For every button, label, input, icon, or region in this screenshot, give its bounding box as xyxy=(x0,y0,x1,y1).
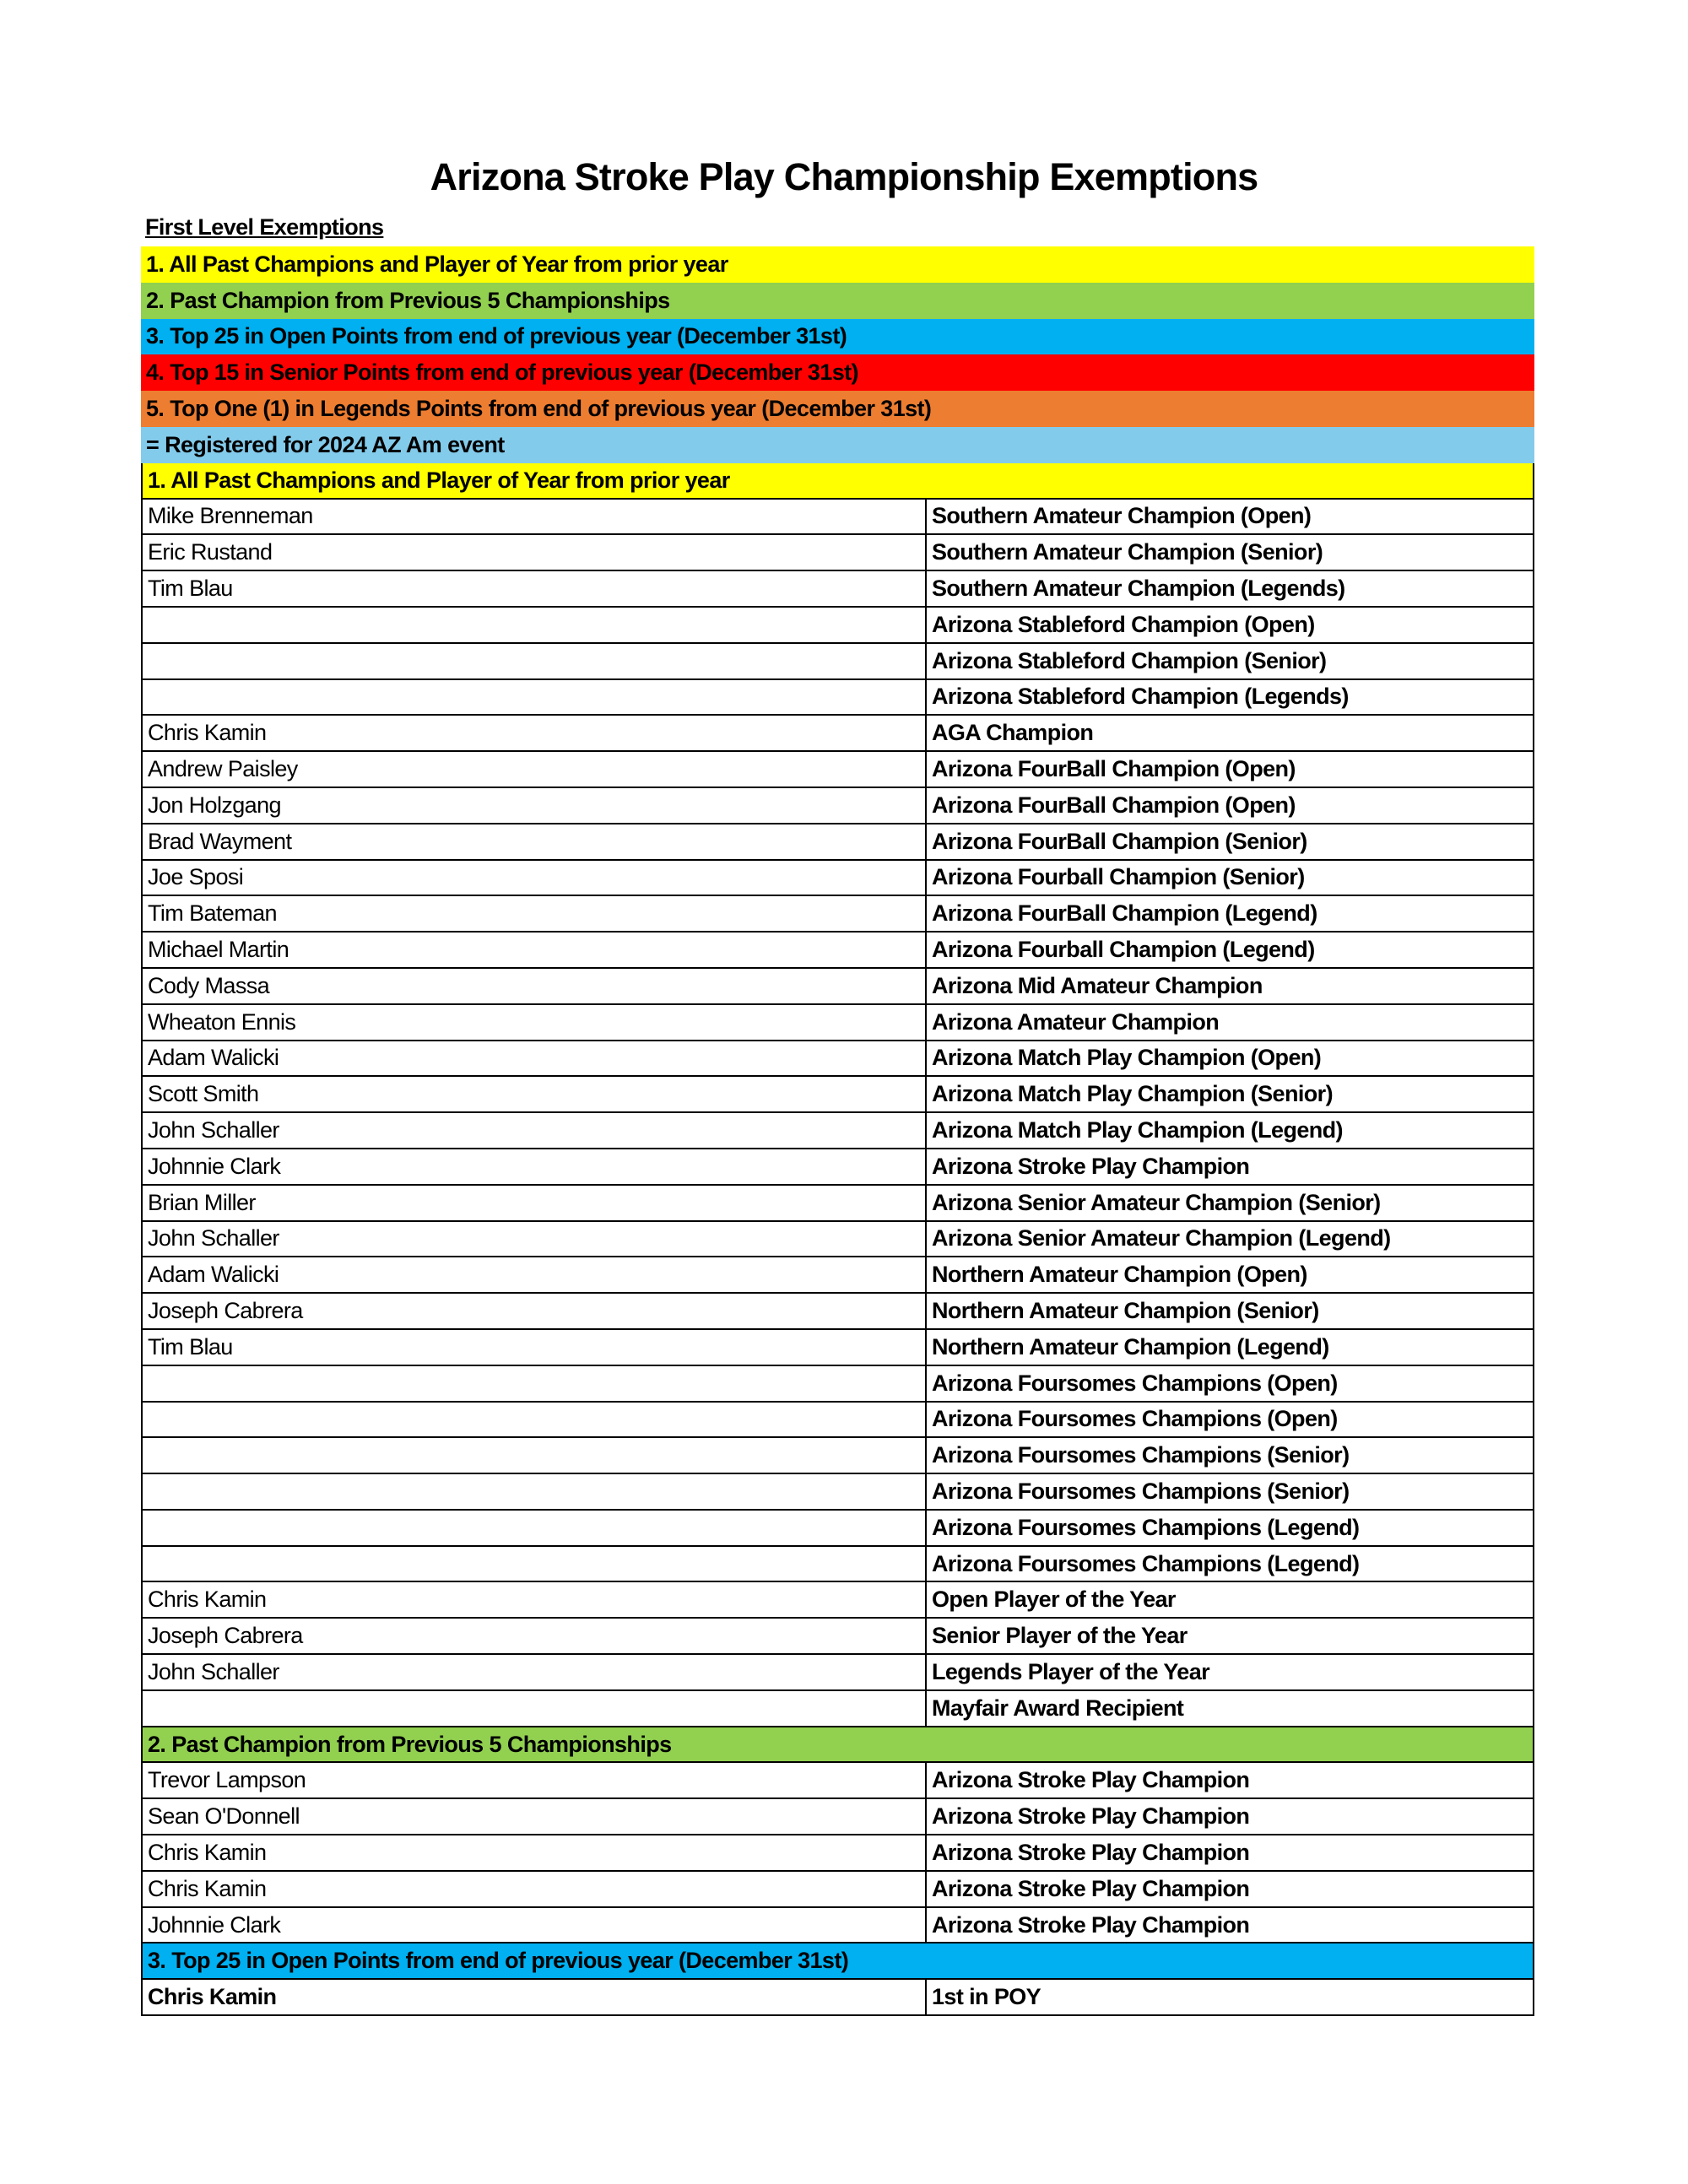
player-name-cell: Tim Blau xyxy=(143,1330,927,1365)
player-name-cell xyxy=(143,1366,927,1401)
exemption-cell: Arizona Stroke Play Champion xyxy=(932,1911,1250,1938)
table-row xyxy=(141,1330,1534,1366)
exemption-cell: Arizona Match Play Champion (Legend) xyxy=(932,1117,1343,1143)
exemption-cell: Arizona Match Play Champion (Open) xyxy=(932,1045,1322,1071)
player-name-cell: Wheaton Ennis xyxy=(143,1005,927,1040)
table-row xyxy=(141,896,1534,933)
exemption-cell: Northern Amateur Champion (Open) xyxy=(932,1262,1307,1288)
table-row xyxy=(141,1799,1534,1835)
player-name-cell: Tim Bateman xyxy=(143,896,927,931)
table-row xyxy=(141,1257,1534,1294)
table-row xyxy=(141,1511,1534,1547)
player-name-cell: Johnnie Clark xyxy=(143,1908,927,1943)
table-row xyxy=(141,680,1534,716)
player-name-cell: Andrew Paisley xyxy=(143,752,927,787)
player-name-cell xyxy=(143,1474,927,1509)
table-row xyxy=(141,1005,1534,1041)
page-title: Arizona Stroke Play Championship Exemptions xyxy=(430,155,1258,198)
table-row xyxy=(141,1438,1534,1474)
exemption-cell: Arizona Stroke Play Champion xyxy=(932,1767,1250,1793)
player-name-cell: Cody Massa xyxy=(143,969,927,1003)
table-row xyxy=(141,644,1534,680)
player-name-cell: Sean O'Donnell xyxy=(143,1799,927,1834)
player-name-cell: Scott Smith xyxy=(143,1077,927,1111)
exemption-cell: Arizona Stroke Play Champion xyxy=(932,1803,1250,1830)
exemption-cell: Southern Amateur Champion (Senior) xyxy=(932,539,1323,565)
player-name-cell: Brad Wayment xyxy=(143,824,927,859)
player-name-cell: Brian Miller xyxy=(143,1186,927,1220)
table-row xyxy=(141,1547,1534,1583)
player-name-cell: Adam Walicki xyxy=(143,1257,927,1292)
exemption-cell: Arizona Foursomes Champions (Senior) xyxy=(932,1442,1350,1468)
exemption-cell: Legends Player of the Year xyxy=(932,1658,1210,1684)
exemption-cell: AGA Champion xyxy=(932,720,1094,746)
player-name-cell: Chris Kamin xyxy=(143,1872,927,1906)
player-name-cell xyxy=(143,1547,927,1581)
player-name-cell: Chris Kamin xyxy=(143,1980,927,2014)
section-header: 3. Top 25 in Open Points from end of previous year (December 31st) xyxy=(141,1943,1534,1980)
table-row xyxy=(141,1582,1534,1619)
table-row xyxy=(141,1113,1534,1149)
table-row xyxy=(141,1366,1534,1403)
exemption-cell: Northern Amateur Champion (Legend) xyxy=(932,1333,1329,1360)
exemption-cell: Southern Amateur Champion (Open) xyxy=(932,503,1312,529)
player-name-cell: Chris Kamin xyxy=(143,1835,927,1870)
exemption-cell: Arizona Senior Amateur Champion (Senior) xyxy=(932,1189,1381,1215)
table-row xyxy=(141,969,1534,1005)
table-row xyxy=(141,933,1534,969)
player-name-cell: John Schaller xyxy=(143,1222,927,1257)
legend-band: 2. Past Champion from Previous 5 Championships xyxy=(141,283,1534,319)
player-name-cell: John Schaller xyxy=(143,1113,927,1148)
player-name-cell xyxy=(143,608,927,642)
exemption-cell: 1st in POY xyxy=(932,1984,1041,2010)
player-name-cell: Chris Kamin xyxy=(143,1582,927,1617)
player-name-cell: Joe Sposi xyxy=(143,861,927,895)
exemption-cell: Arizona FourBall Champion (Open) xyxy=(932,756,1296,782)
exemption-cell: Arizona Stroke Play Champion xyxy=(932,1875,1250,1901)
exemption-cell: Arizona Stroke Play Champion xyxy=(932,1153,1250,1179)
table-row xyxy=(141,1835,1534,1872)
player-name-cell xyxy=(143,644,927,678)
exemption-cell: Arizona Foursomes Champions (Open) xyxy=(932,1370,1338,1396)
exemption-cell: Arizona Match Play Champion (Senior) xyxy=(932,1081,1333,1107)
player-name-cell: Mike Brenneman xyxy=(143,500,927,534)
table-row xyxy=(141,1619,1534,1655)
exemption-cell: Arizona Mid Amateur Champion xyxy=(932,972,1263,998)
table-row xyxy=(141,1655,1534,1691)
exemption-cell: Arizona Foursomes Champions (Senior) xyxy=(932,1478,1350,1504)
player-name-cell: Joseph Cabrera xyxy=(143,1619,927,1653)
table-row xyxy=(141,1763,1534,1799)
player-name-cell xyxy=(143,1438,927,1473)
player-name-cell: Chris Kamin xyxy=(143,716,927,750)
table-row xyxy=(141,1474,1534,1511)
player-name-cell: Joseph Cabrera xyxy=(143,1294,927,1328)
table-row xyxy=(141,1294,1534,1330)
exemptions-table xyxy=(141,246,1534,2016)
exemption-cell: Arizona Foursomes Champions (Legend) xyxy=(932,1550,1360,1576)
table-row xyxy=(141,1908,1534,1944)
exemption-cell: Arizona FourBall Champion (Open) xyxy=(932,792,1296,818)
legend-band: 5. Top One (1) in Legends Points from end of previous year (December 31st) xyxy=(141,391,1534,427)
exemption-cell: Arizona Fourball Champion (Senior) xyxy=(932,864,1305,890)
exemption-cell: Arizona Foursomes Champions (Open) xyxy=(932,1406,1338,1432)
table-row xyxy=(141,1149,1534,1186)
player-name-cell xyxy=(143,1691,927,1726)
exemption-cell: Northern Amateur Champion (Senior) xyxy=(932,1298,1319,1323)
exemption-cell: Senior Player of the Year xyxy=(932,1623,1188,1649)
legend-band: = Registered for 2024 AZ Am event xyxy=(141,427,1534,463)
table-row xyxy=(141,571,1534,608)
table-row xyxy=(141,1691,1534,1727)
exemption-cell: Arizona Senior Amateur Champion (Legend) xyxy=(932,1225,1391,1251)
table-row xyxy=(141,752,1534,788)
exemption-cell: Arizona Foursomes Champions (Legend) xyxy=(932,1514,1360,1540)
player-name-cell xyxy=(143,680,927,715)
table-row xyxy=(141,1077,1534,1113)
table-row xyxy=(141,788,1534,824)
player-name-cell xyxy=(143,1511,927,1545)
exemption-cell: Open Player of the Year xyxy=(932,1587,1176,1613)
section-header: 2. Past Champion from Previous 5 Championships xyxy=(141,1727,1534,1764)
player-name-cell: Johnnie Clark xyxy=(143,1149,927,1184)
player-name-cell: Jon Holzgang xyxy=(143,788,927,823)
table-row xyxy=(141,1041,1534,1078)
player-name-cell: John Schaller xyxy=(143,1655,927,1689)
player-name-cell: Eric Rustand xyxy=(143,535,927,570)
exemption-cell: Mayfair Award Recipient xyxy=(932,1695,1184,1721)
exemption-cell: Arizona Stableford Champion (Senior) xyxy=(932,647,1327,673)
exemption-cell: Arizona Fourball Champion (Legend) xyxy=(932,937,1315,963)
player-name-cell xyxy=(143,1403,927,1437)
legend-band: 1. All Past Champions and Player of Year from prior year xyxy=(141,246,1534,283)
table-row xyxy=(141,861,1534,897)
exemption-cell: Arizona Stableford Champion (Legends) xyxy=(932,684,1349,710)
exemption-cell: Arizona Amateur Champion xyxy=(932,1008,1220,1035)
player-name-cell: Adam Walicki xyxy=(143,1041,927,1076)
legend-band: 4. Top 15 in Senior Points from end of previous year (December 31st) xyxy=(141,354,1534,391)
player-name-cell: Tim Blau xyxy=(143,571,927,606)
exemption-cell: Arizona Stableford Champion (Open) xyxy=(932,611,1315,637)
exemption-cell: Arizona FourBall Champion (Legend) xyxy=(932,900,1317,927)
section-header: 1. All Past Champions and Player of Year from prior year xyxy=(141,463,1534,500)
table-row xyxy=(141,1186,1534,1222)
table-row xyxy=(141,824,1534,861)
table-row xyxy=(141,1980,1534,2016)
table-row xyxy=(141,1403,1534,1439)
player-name-cell: Trevor Lampson xyxy=(143,1763,927,1797)
exemption-cell: Arizona FourBall Champion (Senior) xyxy=(932,828,1307,854)
exemption-cell: Southern Amateur Champion (Legends) xyxy=(932,576,1345,602)
table-row xyxy=(141,535,1534,571)
table-row xyxy=(141,716,1534,752)
legend-band: 3. Top 25 in Open Points from end of previous year (December 31st) xyxy=(141,319,1534,355)
table-row xyxy=(141,1872,1534,1908)
table-row xyxy=(141,608,1534,644)
table-row xyxy=(141,500,1534,536)
player-name-cell: Michael Martin xyxy=(143,933,927,967)
exemption-cell: Arizona Stroke Play Champion xyxy=(932,1839,1250,1865)
first-level-exemptions-heading: First Level Exemptions xyxy=(145,214,384,240)
table-row xyxy=(141,1222,1534,1258)
